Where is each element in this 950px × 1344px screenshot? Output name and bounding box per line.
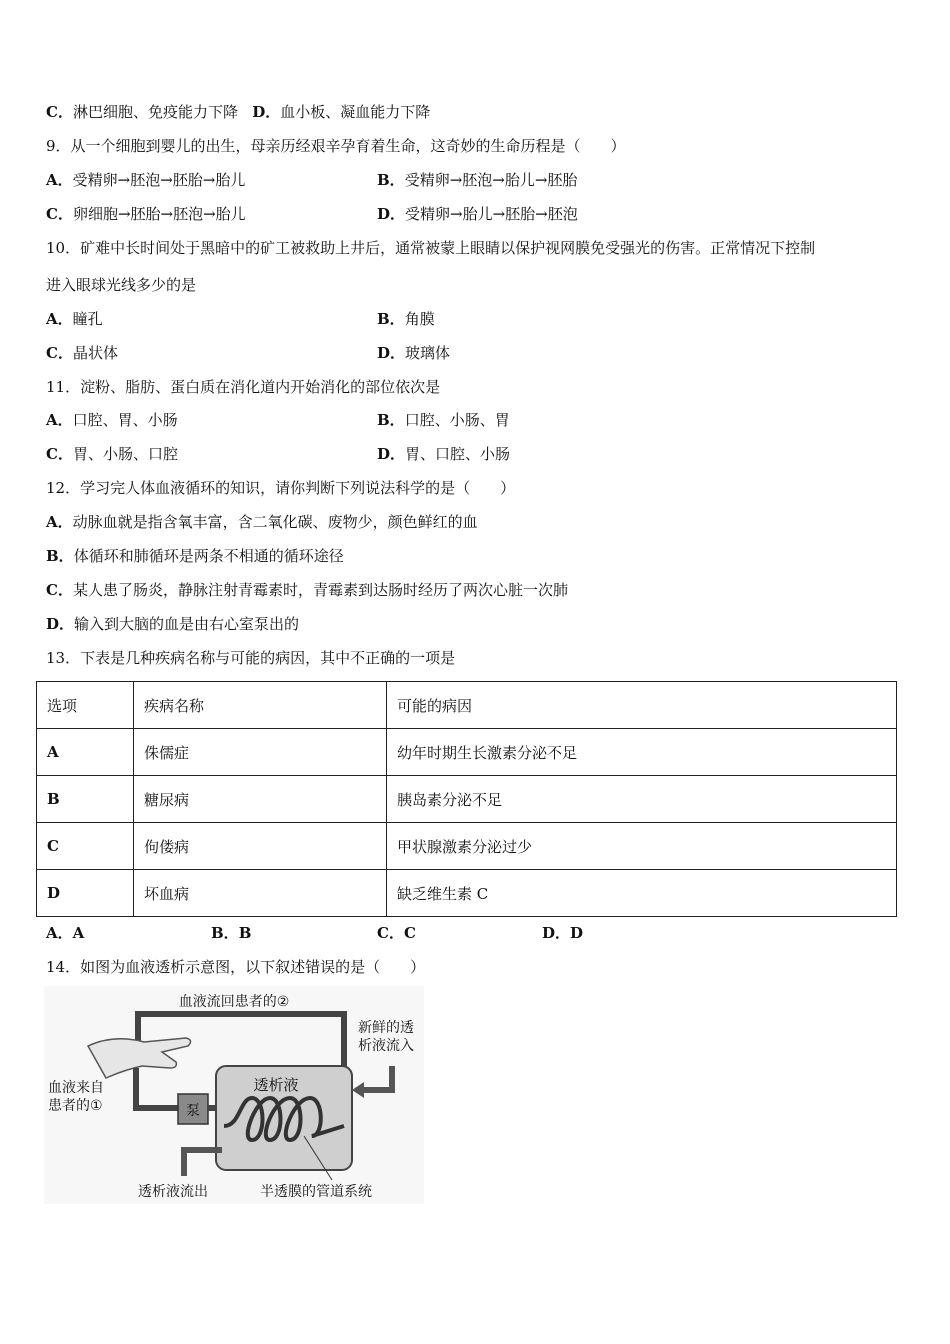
- q13-option-a[interactable]: [46, 923, 84, 943]
- option-label: A．: [46, 310, 73, 328]
- dialysate-out-label: 透析液流出: [138, 1184, 208, 1200]
- option-label: A．: [46, 513, 73, 531]
- option-text: C: [403, 924, 416, 942]
- option-label: C．: [46, 445, 73, 463]
- from-patient-label-line1: 血液来自: [48, 1080, 104, 1096]
- q8-option-d-text: 血小板、凝血能力下降: [280, 103, 431, 121]
- q10-option-d[interactable]: [377, 343, 450, 363]
- option-label: D．: [542, 924, 571, 942]
- table-cell: 坏血病: [134, 870, 387, 917]
- return-label: 血液流回患者的②: [178, 994, 290, 1010]
- q10-option-a[interactable]: [46, 309, 103, 329]
- option-text: 晶状体: [72, 344, 118, 362]
- pump-label: 泵: [186, 1103, 200, 1119]
- option-text: 输入到大脑的血是由右心室泵出的: [74, 615, 300, 633]
- fresh-in-label-line1: 新鲜的透: [358, 1020, 414, 1036]
- table-cell: 佝偻病: [134, 823, 387, 870]
- option-text: 口腔、胃、小肠: [72, 411, 178, 429]
- option-text: 受精卵→胚泡→胎儿→胚胎: [404, 171, 578, 189]
- q11-option-a[interactable]: [46, 410, 178, 430]
- q14-stem: 14．如图为血液透析示意图，以下叙述错误的是（ ）: [46, 958, 426, 976]
- q11-option-c[interactable]: [46, 444, 178, 464]
- option-label: C．: [377, 924, 404, 942]
- table-row: [37, 823, 897, 870]
- q9-option-b[interactable]: [377, 170, 577, 190]
- option-text: A: [72, 924, 85, 942]
- option-text: 动脉血就是指含氧丰富，含二氧化碳、废物少，颜色鲜红的血: [72, 513, 478, 531]
- table-cell: 幼年时期生长激素分泌不足: [387, 729, 897, 776]
- q9-option-d[interactable]: [377, 204, 578, 224]
- option-label: A．: [46, 411, 73, 429]
- option-label: D．: [377, 205, 406, 223]
- option-text: 胃、小肠、口腔: [72, 445, 178, 463]
- option-text: 角膜: [404, 310, 435, 328]
- q13-stem: 13．下表是几种疾病名称与可能的病因，其中不正确的一项是: [46, 649, 456, 667]
- q8-option-c-label: C．: [46, 103, 73, 121]
- q8-option-d-label: D．: [252, 103, 281, 121]
- q12-stem: 12．学习完人体血液循环的知识，请你判断下列说法科学的是（ ）: [46, 479, 516, 497]
- option-text: 胃、口腔、小肠: [405, 445, 511, 463]
- option-label: B．: [46, 547, 74, 565]
- q11-stem: 11．淀粉、脂肪、蛋白质在消化道内开始消化的部位依次是: [46, 378, 441, 396]
- q13-option-d[interactable]: [542, 923, 583, 943]
- q12-option-d[interactable]: [46, 614, 299, 634]
- q12-option-a[interactable]: [46, 512, 478, 532]
- option-label: C．: [46, 581, 73, 599]
- table-header-row: [37, 682, 897, 729]
- from-patient-label-line2: 患者的①: [48, 1098, 103, 1114]
- q10-stem-line2: 进入眼球光线多少的是: [46, 276, 197, 294]
- option-label: C．: [46, 344, 73, 362]
- membrane-label: 半透膜的管道系统: [260, 1184, 372, 1200]
- option-label: D．: [46, 615, 75, 633]
- table-header-cell: 疾病名称: [134, 682, 387, 729]
- option-label: D．: [377, 445, 406, 463]
- option-text: D: [570, 924, 584, 942]
- table-cell: C: [37, 823, 134, 870]
- dialysate-label: 透析液: [253, 1076, 299, 1094]
- q9-option-a[interactable]: [46, 170, 245, 190]
- option-text: 口腔、小肠、胃: [404, 411, 510, 429]
- fresh-in-label-line2: 析液流入: [358, 1038, 414, 1054]
- table-cell: 糖尿病: [134, 776, 387, 823]
- dialysis-diagram: [44, 986, 424, 1204]
- option-text: 玻璃体: [405, 344, 451, 362]
- option-label: D．: [377, 344, 406, 362]
- q10-stem-line1: 10．矿难中长时间处于黑暗中的矿工被救助上井后，通常被蒙上眼睛以保护视网膜免受强光的伤害。正常情况下控制: [46, 239, 816, 257]
- option-label: A．: [46, 924, 73, 942]
- option-label: C．: [46, 205, 73, 223]
- q12-option-b[interactable]: [46, 546, 344, 566]
- table-cell: 侏儒症: [134, 729, 387, 776]
- table-cell: 胰岛素分泌不足: [387, 776, 897, 823]
- option-text: 某人患了肠炎，静脉注射青霉素时，青霉素到达肠时经历了两次心脏一次肺: [72, 581, 568, 599]
- q10-option-b[interactable]: [377, 309, 435, 329]
- q8-options-cd: [46, 102, 430, 122]
- q8-option-c-text: 淋巴细胞、免疫能力下降: [72, 103, 238, 121]
- table-header-cell: 选项: [37, 682, 134, 729]
- table-row: [37, 870, 897, 917]
- table-cell: 缺乏维生素 C: [387, 870, 897, 917]
- option-text: 体循环和肺循环是两条不相通的循环途径: [73, 547, 344, 565]
- table-header-cell: 可能的病因: [387, 682, 897, 729]
- q12-option-c[interactable]: [46, 580, 568, 600]
- table-cell: D: [37, 870, 134, 917]
- q11-option-b[interactable]: [377, 410, 510, 430]
- table-cell: B: [37, 776, 134, 823]
- table-row: [37, 776, 897, 823]
- disease-table: [36, 681, 897, 917]
- option-text: 卵细胞→胚胎→胚泡→胎儿: [72, 205, 246, 223]
- q13-option-c[interactable]: [377, 923, 416, 943]
- option-text: 瞳孔: [72, 310, 103, 328]
- q10-option-c[interactable]: [46, 343, 118, 363]
- table-row: [37, 729, 897, 776]
- option-label: A．: [46, 171, 73, 189]
- table-cell: 甲状腺激素分泌过少: [387, 823, 897, 870]
- table-cell: A: [37, 729, 134, 776]
- q9-stem: 9．从一个细胞到婴儿的出生，母亲历经艰辛孕育着生命，这奇妙的生命历程是（ ）: [46, 137, 626, 155]
- q11-option-d[interactable]: [377, 444, 510, 464]
- option-text: 受精卵→胚泡→胚胎→胎儿: [72, 171, 246, 189]
- option-label: B．: [211, 924, 239, 942]
- option-text: 受精卵→胎儿→胚胎→胚泡: [405, 205, 578, 223]
- option-text: B: [238, 924, 252, 942]
- option-label: B．: [377, 411, 405, 429]
- q9-option-c[interactable]: [46, 204, 246, 224]
- option-label: B．: [377, 171, 405, 189]
- q13-option-b[interactable]: [211, 923, 251, 943]
- option-label: B．: [377, 310, 405, 328]
